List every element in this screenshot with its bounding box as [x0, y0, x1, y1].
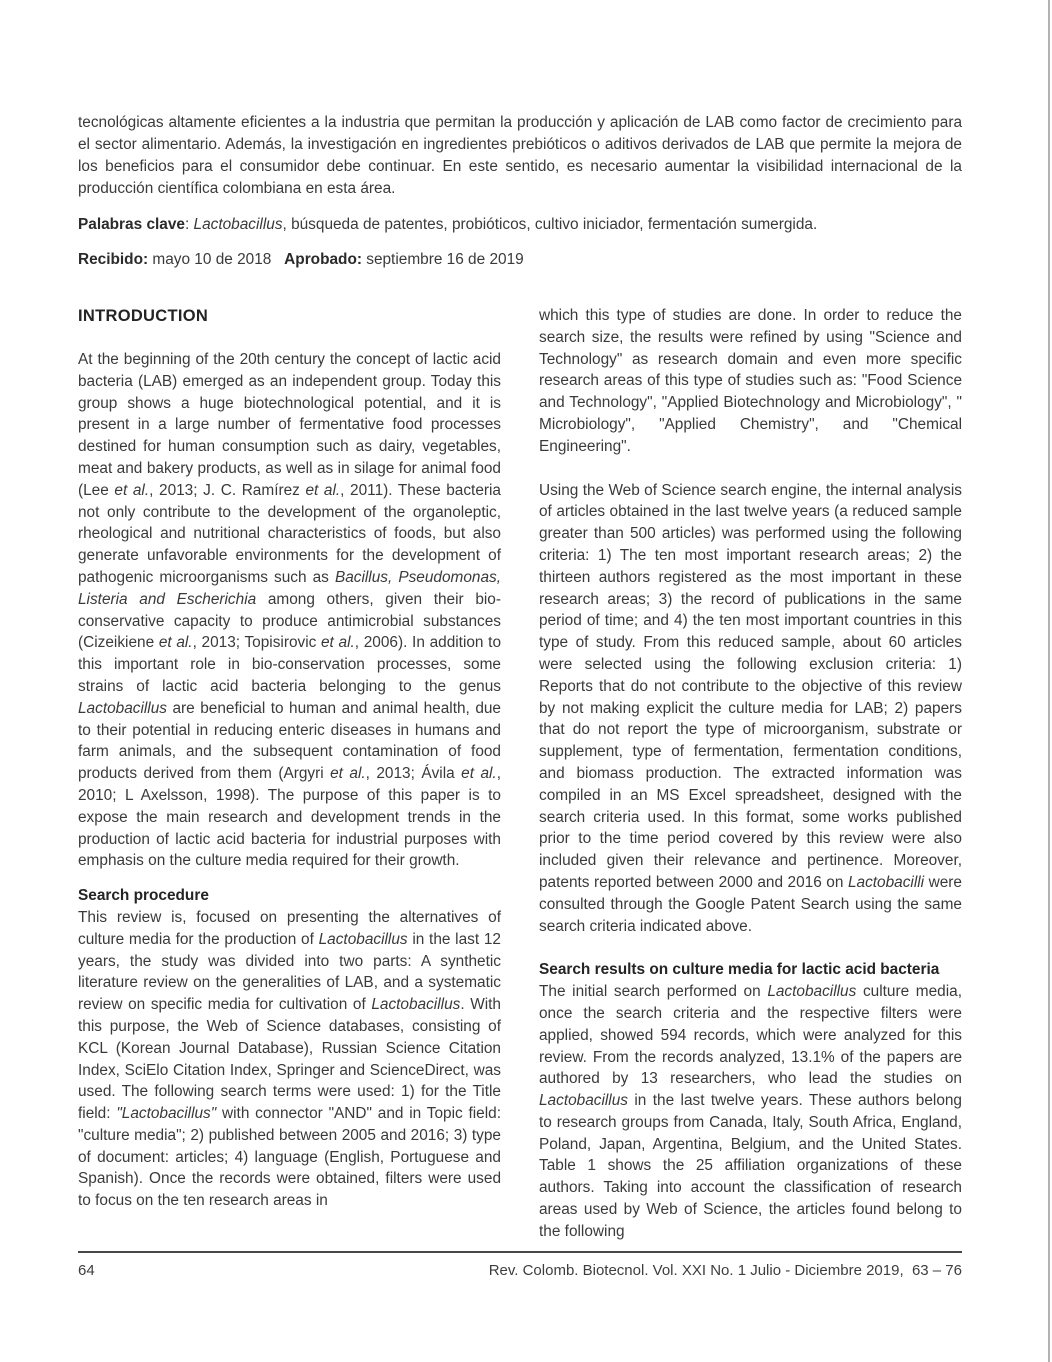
- search-procedure-heading: Search procedure: [78, 887, 209, 905]
- page-number: 64: [78, 1262, 95, 1279]
- two-column-body: [78, 305, 962, 1243]
- wos-analysis-paragraph: Using the Web of Science search engine, the internal analysis of articles obtained in the last twelve years (a reduced sample greater than 500 articles) was performed using the following criteria: 1) The ten most important research areas; 2) the thirteen authors registered as the most important in these research areas; 3) the record of publications in the same period of time; and 4) the ten most important countries in this type of study. From this reduced sample, about 60 articles were selected using the following exclusion criteria: 1) Reports that do not contribute to the objective of this review by not making explicit the culture media for LAB; 2) papers that do not report the type of microorganism, substrate or supplement, type of fermentation, fermentation conditions, and biomass production. The extracted information was compiled in an MS Excel spreadsheet, designed with the search criteria used. In this format, some works published prior to the time period covered by this review were also included given their relevance and pertinence. Moreover, patents reported between 2000 and 2016 on Lactobacilli were consulted through the Google Patent Search using the same search criteria indicated above.: [539, 481, 962, 935]
- abstract-es-paragraph: tecnológicas altamente eficientes a la industria que permitan la producción y aplicación de LAB como factor de crecimiento para el sector alimentario. Además, la investigación en ingredientes prebióticos o aditivos derivados de LAB que permite la mejora de los beneficios para el consumidor debe continuar. En este sentido, es necesario aumentar la visibilidad internacional de la producción científica colombiana en esta área.: [78, 114, 962, 197]
- scan-edge-line: [1048, 0, 1050, 1362]
- introduction-paragraph: At the beginning of the 20th century the concept of lactic acid bacteria (LAB) emerged as an independent group. Today this group shows a huge biotechnological potential, and it is present in a large number of fermentative food processes destined for human consumption such as dairy, vegetables, meat and bakery products, as well as in silage for animal food (Lee et al., 2013; J. C. Ramírez et al., 2011). These bacteria not only contribute to the development of the organoleptic, rheological and nutritional characteristics of foods, but also generate unfavorable environments for the development of pathogenic microorganisms such as Bacillus, Pseudomonas, Listeria and Escherichia among others, given their bio-conservative capacity to produce antimicrobial substances (Cizeikiene et al., 2013; Topisirovic et al., 2006). In addition to this important role in bio-conservation processes, some strains of lactic acid bacteria belonging to the genus Lactobacillus are beneficial to human and animal health, due to their potential in reducing enteric diseases in humans and farm animals, and the subsequent contamination of food products derived from them (Argyri et al., 2013; Ávila et al., 2010; L Axelsson, 1998). The purpose of this paper is to expose the main research and development trends in the production of lactic acid bacteria for industrial purposes with emphasis on the culture media required for their growth.: [78, 351, 502, 870]
- left-column: [78, 305, 501, 1212]
- introduction-heading: INTRODUCTION: [78, 307, 209, 325]
- keywords-line: Palabras clave: Lactobacillus, búsqueda de patentes, probióticos, cultivo iniciador, fermentación sumergida.: [78, 216, 818, 233]
- footer-divider: [78, 1251, 962, 1253]
- right-column: [539, 305, 962, 1243]
- search-results-heading: Search results on culture media for lactic acid bacteria: [539, 961, 940, 979]
- search-procedure-paragraph: This review is, focused on presenting the alternatives of culture media for the production of Lactobacillus in the last 12 years, the study was divided into two parts: A synthetic literature review on the generalities of LAB, and a systematic review on specific media for cultivation of Lactobacillus. With this purpose, the Web of Science databases, consisting of KCL (Korean Journal Database), Russian Science Citation Index, SciElo Citation Index, Springer and ScienceDirect, was used. The following search terms were used: 1) for the Title field: "Lactobacillus" with connector "AND" and in Topic field: "culture media"; 2) published between 2005 and 2016; 3) type of document: articles; 4) language (English, Portuguese and Spanish). Once the records were obtained, filters were used to focus on the ten research areas in: [78, 908, 501, 1210]
- page-footer: [78, 1261, 962, 1281]
- page-content: [78, 112, 962, 1243]
- received-approved-line: Recibido: mayo 10 de 2018 Aprobado: septiembre 16 de 2019: [78, 251, 524, 268]
- search-results-paragraph: The initial search performed on Lactobacillus culture media, once the search criteria and the respective filters were applied, showed 594 records, which were analyzed for this review. From the records analyzed, 13.1% of the papers are authored by 13 researchers, who lead the studies on Lactobacillus in the last twelve years. These authors belong to research groups from Canada, Italy, South Africa, England, Poland, Japan, Argentina, Belgium, and the United States. Table 1 shows the 25 affiliation organizations of these authors. Taking into account the classification of research areas used by Web of Science, the articles found belong to the following: [539, 983, 962, 1240]
- refine-paragraph: which this type of studies are done. In order to reduce the search size, the results were refined by using "Science and Technology" as research domain and even more specific research areas of this type of studies such as: "Food Science and Technology", "Applied Biotechnology and Microbiology", " Microbiology", "Applied Chemistry", and "Chemical Engineering".: [539, 307, 962, 455]
- journal-citation: Rev. Colomb. Biotecnol. Vol. XXI No. 1 Julio - Diciembre 2019, 63 – 76: [488, 1262, 962, 1279]
